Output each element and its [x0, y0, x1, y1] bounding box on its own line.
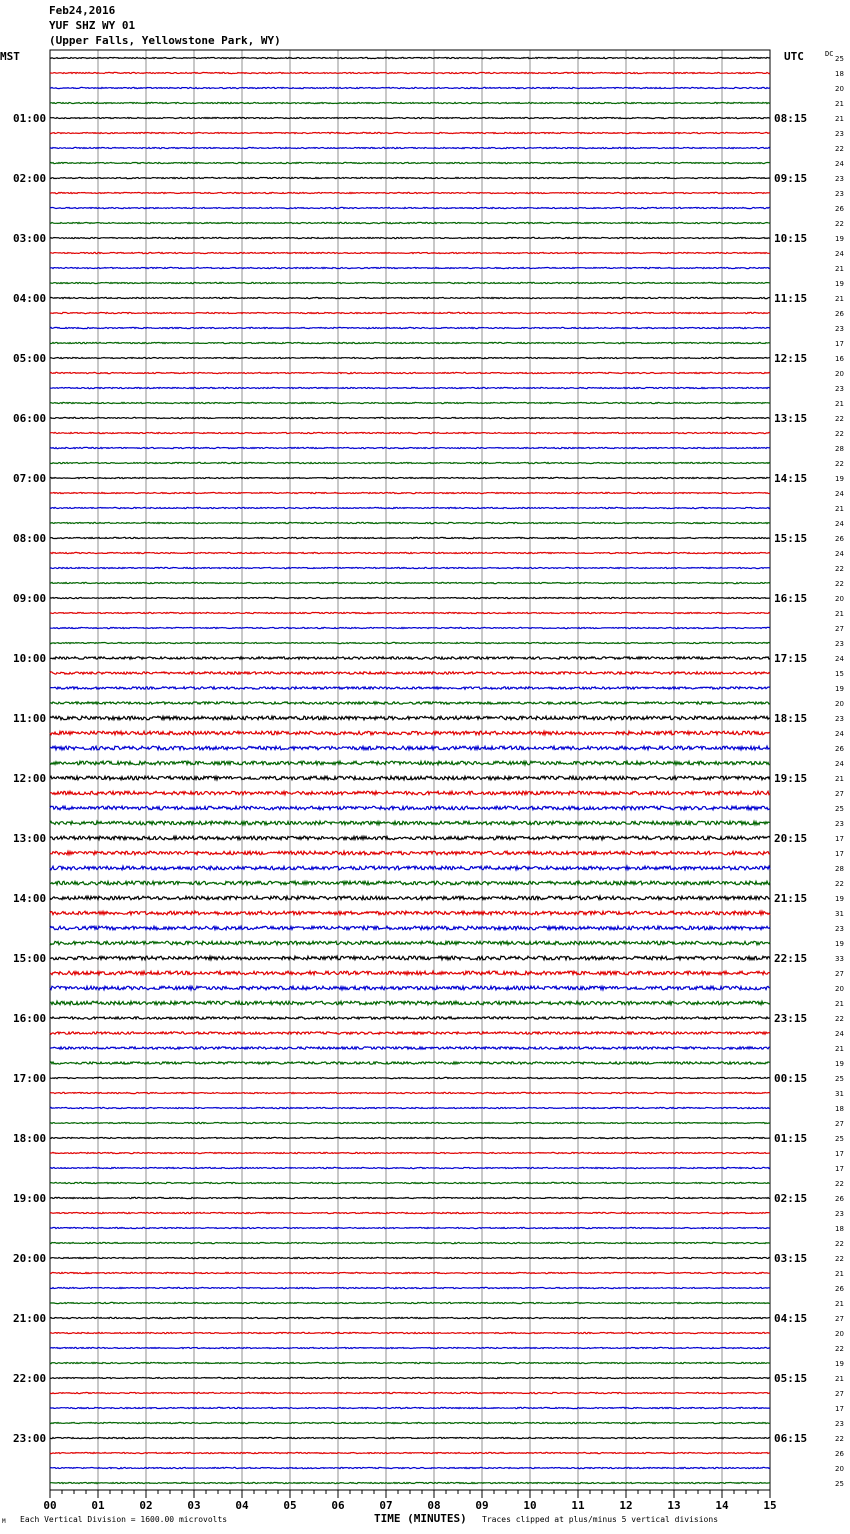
x-tick-label: 05 [283, 1499, 297, 1512]
dc-offset-label: 22 [835, 415, 844, 423]
utc-hour-label: 17:15 [774, 652, 808, 665]
x-tick-label: 09 [475, 1499, 489, 1512]
dc-offset-label: 28 [835, 865, 844, 873]
utc-hour-label: 14:15 [774, 472, 808, 485]
trace-line [50, 132, 770, 133]
dc-offset-label: 19 [835, 685, 844, 693]
trace-line [50, 1017, 770, 1019]
trace-line [50, 1197, 770, 1198]
dc-offset-label: 26 [835, 535, 844, 543]
dc-offset-label: 21 [835, 505, 844, 513]
trace-line [50, 1287, 770, 1288]
dc-offset-label: 22 [835, 430, 844, 438]
trace-line [50, 567, 770, 568]
trace-line [50, 851, 770, 855]
trace-line [50, 522, 770, 523]
x-tick-label: 03 [187, 1499, 201, 1512]
dc-offset-label: 24 [835, 550, 844, 558]
x-tick-label: 12 [619, 1499, 633, 1512]
dc-offset-label: 25 [835, 1135, 844, 1143]
trace-line [50, 1422, 770, 1423]
trace-line [50, 1302, 770, 1303]
trace-line [50, 207, 770, 208]
trace-line [50, 192, 770, 193]
trace-line [50, 1377, 770, 1378]
dc-offset-label: 31 [835, 910, 844, 918]
dc-offset-label: 20 [835, 1330, 844, 1338]
mst-hour-label: 11:00 [13, 712, 47, 725]
header-station: YUF SHZ WY 01 [49, 19, 136, 32]
trace-line [50, 1347, 770, 1348]
trace-line [50, 342, 770, 343]
dc-offset-label: 23 [835, 385, 844, 393]
trace-line [50, 1092, 770, 1093]
dc-offset-label: 24 [835, 1030, 844, 1038]
scale-note: Each Vertical Division = 1600.00 microvolts [20, 1515, 228, 1524]
trace-line [50, 1437, 770, 1438]
trace-line [50, 597, 770, 598]
dc-offset-label: 19 [835, 1360, 844, 1368]
dc-offset-label: 23 [835, 640, 844, 648]
trace-line [50, 986, 770, 990]
dc-offset-label: 19 [835, 280, 844, 288]
utc-hour-label: 02:15 [774, 1192, 808, 1205]
dc-offset-label: 22 [835, 1015, 844, 1023]
x-tick-label: 13 [667, 1499, 681, 1512]
mst-hour-label: 03:00 [13, 232, 47, 245]
trace-line [50, 911, 770, 915]
trace-line [50, 627, 770, 628]
dc-offset-label: 22 [835, 1240, 844, 1248]
dc-offset-label: 27 [835, 970, 844, 978]
trace-line [50, 1137, 770, 1138]
dc-offset-label: 18 [835, 1105, 844, 1113]
trace-line [50, 1227, 770, 1228]
dc-offset-label: 17 [835, 850, 844, 858]
dc-offset-label: 21 [835, 265, 844, 273]
trace-line [50, 971, 770, 975]
trace-line [50, 881, 770, 885]
utc-hour-label: 20:15 [774, 832, 808, 845]
dc-offset-label: 22 [835, 880, 844, 888]
dc-offset-label: 17 [835, 1150, 844, 1158]
dc-offset-label: 24 [835, 490, 844, 498]
trace-line [50, 282, 770, 283]
dc-offset-label: 33 [835, 955, 844, 963]
dc-offset-label: 26 [835, 310, 844, 318]
trace-line [50, 117, 770, 118]
header-date: Feb24,2016 [49, 4, 116, 17]
dc-offset-label: 23 [835, 925, 844, 933]
trace-line [50, 1122, 770, 1123]
utc-hour-label: 13:15 [774, 412, 808, 425]
dc-offset-label: 21 [835, 295, 844, 303]
right-timezone-label: UTC [784, 50, 804, 63]
dc-offset-label: 22 [835, 565, 844, 573]
dc-offset-label: 31 [835, 1090, 844, 1098]
mst-hour-label: 12:00 [13, 772, 47, 785]
x-tick-label: 07 [379, 1499, 393, 1512]
trace-line [50, 941, 770, 945]
trace-line [50, 72, 770, 73]
dc-offset-label: 27 [835, 625, 844, 633]
dc-offset-label: 25 [835, 805, 844, 813]
trace-line [50, 87, 770, 88]
mst-hour-label: 17:00 [13, 1072, 47, 1085]
dc-offset-label: 23 [835, 130, 844, 138]
trace-line [50, 821, 770, 825]
trace-line [50, 956, 770, 960]
utc-hour-label: 22:15 [774, 952, 808, 965]
dc-offset-label: 21 [835, 115, 844, 123]
dc-offset-label: 22 [835, 1255, 844, 1263]
trace-line [50, 1332, 770, 1333]
trace-line [50, 806, 770, 810]
trace-line [50, 761, 770, 765]
x-tick-label: 11 [571, 1499, 585, 1512]
utc-hour-label: 18:15 [774, 712, 808, 725]
utc-hour-label: 06:15 [774, 1432, 808, 1445]
dc-offset-label: 19 [835, 1060, 844, 1068]
x-axis-title: TIME (MINUTES) [374, 1512, 467, 1525]
dc-offset-label: 17 [835, 1165, 844, 1173]
dc-offset-label: 24 [835, 520, 844, 528]
x-tick-label: 01 [91, 1499, 105, 1512]
mst-hour-label: 14:00 [13, 892, 47, 905]
utc-hour-label: 12:15 [774, 352, 808, 365]
trace-line [50, 702, 770, 704]
dc-offset-label: 22 [835, 1180, 844, 1188]
trace-line [50, 297, 770, 298]
x-tick-label: 08 [427, 1499, 441, 1512]
trace-line [50, 1317, 770, 1318]
trace-line [50, 462, 770, 463]
x-tick-label: 06 [331, 1499, 345, 1512]
trace-line [50, 147, 770, 148]
dc-offset-label: 21 [835, 100, 844, 108]
dc-offset-label: 26 [835, 745, 844, 753]
trace-line [50, 492, 770, 493]
x-tick-label: 15 [763, 1499, 777, 1512]
utc-hour-label: 11:15 [774, 292, 808, 305]
mst-hour-label: 04:00 [13, 292, 47, 305]
x-tick-label: 02 [139, 1499, 153, 1512]
trace-line [50, 1077, 770, 1078]
mst-hour-label: 07:00 [13, 472, 47, 485]
trace-line [50, 1001, 770, 1005]
trace-line [50, 582, 770, 583]
utc-hour-label: 05:15 [774, 1372, 808, 1385]
trace-line [50, 537, 770, 538]
utc-hour-label: 08:15 [774, 112, 808, 125]
trace-line [50, 746, 770, 750]
mst-hour-label: 01:00 [13, 112, 47, 125]
dc-offset-label: 26 [835, 1195, 844, 1203]
dc-offset-label: 21 [835, 1300, 844, 1308]
dc-offset-label: 27 [835, 1390, 844, 1398]
dc-offset-label: 17 [835, 835, 844, 843]
utc-hour-label: 01:15 [774, 1132, 808, 1145]
trace-line [50, 1212, 770, 1213]
dc-offset-label: 23 [835, 820, 844, 828]
dc-offset-label: 22 [835, 145, 844, 153]
trace-line [50, 791, 770, 795]
mst-hour-label: 05:00 [13, 352, 47, 365]
trace-line [50, 866, 770, 870]
dc-offset-label: 19 [835, 475, 844, 483]
dc-label: DC [825, 50, 834, 58]
dc-offset-label: 19 [835, 235, 844, 243]
mst-hour-label: 09:00 [13, 592, 47, 605]
trace-line [50, 1167, 770, 1168]
dc-offset-label: 24 [835, 760, 844, 768]
dc-offset-label: 27 [835, 1315, 844, 1323]
mst-hour-label: 15:00 [13, 952, 47, 965]
dc-offset-label: 21 [835, 1000, 844, 1008]
dc-offset-label: 23 [835, 715, 844, 723]
dc-offset-label: 20 [835, 370, 844, 378]
mst-hour-label: 06:00 [13, 412, 47, 425]
dc-offset-label: 20 [835, 1465, 844, 1473]
header-location: (Upper Falls, Yellowstone Park, WY) [49, 34, 281, 47]
dc-offset-label: 26 [835, 205, 844, 213]
trace-line [50, 1482, 770, 1483]
trace-line [50, 1032, 770, 1034]
trace-line [50, 552, 770, 553]
dc-offset-label: 17 [835, 340, 844, 348]
utc-hour-label: 15:15 [774, 532, 808, 545]
trace-line [50, 57, 770, 58]
dc-offset-label: 21 [835, 1045, 844, 1053]
trace-line [50, 312, 770, 313]
dc-offset-label: 23 [835, 175, 844, 183]
trace-line [50, 672, 770, 674]
mst-hour-label: 21:00 [13, 1312, 47, 1325]
trace-line [50, 1392, 770, 1393]
clip-note: Traces clipped at plus/minus 5 vertical divisions [482, 1515, 719, 1524]
trace-line [50, 1272, 770, 1273]
dc-offset-label: 18 [835, 70, 844, 78]
trace-line [50, 1362, 770, 1363]
dc-offset-label: 21 [835, 1270, 844, 1278]
dc-offset-label: 19 [835, 940, 844, 948]
x-tick-label: 04 [235, 1499, 249, 1512]
dc-offset-label: 22 [835, 1435, 844, 1443]
dc-offset-label: 17 [835, 1405, 844, 1413]
trace-line [50, 387, 770, 388]
dc-offset-label: 21 [835, 400, 844, 408]
dc-offset-label: 16 [835, 355, 844, 363]
dc-offset-label: 20 [835, 985, 844, 993]
dc-offset-label: 24 [835, 160, 844, 168]
left-timezone-label: MST [0, 50, 20, 63]
trace-line [50, 687, 770, 689]
dc-offset-label: 24 [835, 250, 844, 258]
dc-offset-label: 21 [835, 1375, 844, 1383]
trace-line [50, 402, 770, 403]
trace-line [50, 477, 770, 478]
dc-offset-label: 20 [835, 700, 844, 708]
trace-line [50, 222, 770, 223]
corner-mark: M [2, 1518, 6, 1525]
x-tick-label: 00 [43, 1499, 57, 1512]
trace-line [50, 836, 770, 840]
dc-offset-label: 22 [835, 1345, 844, 1353]
trace-line [50, 1407, 770, 1408]
dc-offset-label: 20 [835, 595, 844, 603]
dc-offset-label: 21 [835, 775, 844, 783]
trace-line [50, 162, 770, 163]
trace-line [50, 507, 770, 508]
trace-line [50, 327, 770, 328]
dc-offset-label: 22 [835, 460, 844, 468]
trace-line [50, 1452, 770, 1453]
mst-hour-label: 13:00 [13, 832, 47, 845]
dc-offset-label: 24 [835, 655, 844, 663]
dc-offset-label: 19 [835, 895, 844, 903]
trace-line [50, 417, 770, 418]
trace-line [50, 896, 770, 900]
trace-line [50, 731, 770, 735]
dc-offset-label: 21 [835, 610, 844, 618]
utc-hour-label: 00:15 [774, 1072, 808, 1085]
x-tick-label: 10 [523, 1499, 537, 1512]
trace-line [50, 252, 770, 253]
mst-hour-label: 02:00 [13, 172, 47, 185]
trace-line [50, 1107, 770, 1108]
utc-hour-label: 10:15 [774, 232, 808, 245]
trace-line [50, 102, 770, 103]
trace-line [50, 432, 770, 433]
dc-offset-label: 26 [835, 1450, 844, 1458]
utc-hour-label: 19:15 [774, 772, 808, 785]
dc-offset-label: 25 [835, 1480, 844, 1488]
dc-offset-label: 23 [835, 325, 844, 333]
utc-hour-label: 23:15 [774, 1012, 808, 1025]
mst-hour-label: 22:00 [13, 1372, 47, 1385]
utc-hour-label: 04:15 [774, 1312, 808, 1325]
mst-hour-label: 19:00 [13, 1192, 47, 1205]
mst-hour-label: 20:00 [13, 1252, 47, 1265]
dc-offset-label: 23 [835, 190, 844, 198]
dc-offset-label: 28 [835, 445, 844, 453]
trace-line [50, 657, 770, 659]
trace-line [50, 372, 770, 373]
trace-line [50, 1242, 770, 1243]
x-tick-label: 14 [715, 1499, 729, 1512]
trace-line [50, 926, 770, 930]
utc-hour-label: 21:15 [774, 892, 808, 905]
dc-offset-label: 18 [835, 1225, 844, 1233]
trace-line [50, 1062, 770, 1064]
dc-offset-label: 22 [835, 580, 844, 588]
dc-offset-label: 25 [835, 55, 844, 63]
dc-offset-label: 15 [835, 670, 844, 678]
trace-line [50, 177, 770, 178]
mst-hour-label: 23:00 [13, 1432, 47, 1445]
mst-hour-label: 18:00 [13, 1132, 47, 1145]
dc-offset-label: 27 [835, 1120, 844, 1128]
trace-line [50, 1257, 770, 1258]
trace-line [50, 267, 770, 268]
trace-line [50, 357, 770, 358]
dc-offset-label: 20 [835, 85, 844, 93]
dc-offset-label: 27 [835, 790, 844, 798]
utc-hour-label: 09:15 [774, 172, 808, 185]
trace-line [50, 716, 770, 720]
trace-line [50, 447, 770, 448]
trace-line [50, 1467, 770, 1468]
trace-line [50, 612, 770, 613]
dc-offset-label: 23 [835, 1210, 844, 1218]
dc-offset-label: 24 [835, 730, 844, 738]
dc-offset-label: 22 [835, 220, 844, 228]
mst-hour-label: 08:00 [13, 532, 47, 545]
trace-line [50, 642, 770, 643]
trace-line [50, 1182, 770, 1183]
utc-hour-label: 16:15 [774, 592, 808, 605]
utc-hour-label: 03:15 [774, 1252, 808, 1265]
trace-line [50, 237, 770, 238]
dc-offset-label: 26 [835, 1285, 844, 1293]
dc-offset-label: 23 [835, 1420, 844, 1428]
mst-hour-label: 16:00 [13, 1012, 47, 1025]
trace-line [50, 1047, 770, 1049]
dc-offset-label: 25 [835, 1075, 844, 1083]
mst-hour-label: 10:00 [13, 652, 47, 665]
trace-line [50, 1152, 770, 1153]
trace-line [50, 776, 770, 780]
